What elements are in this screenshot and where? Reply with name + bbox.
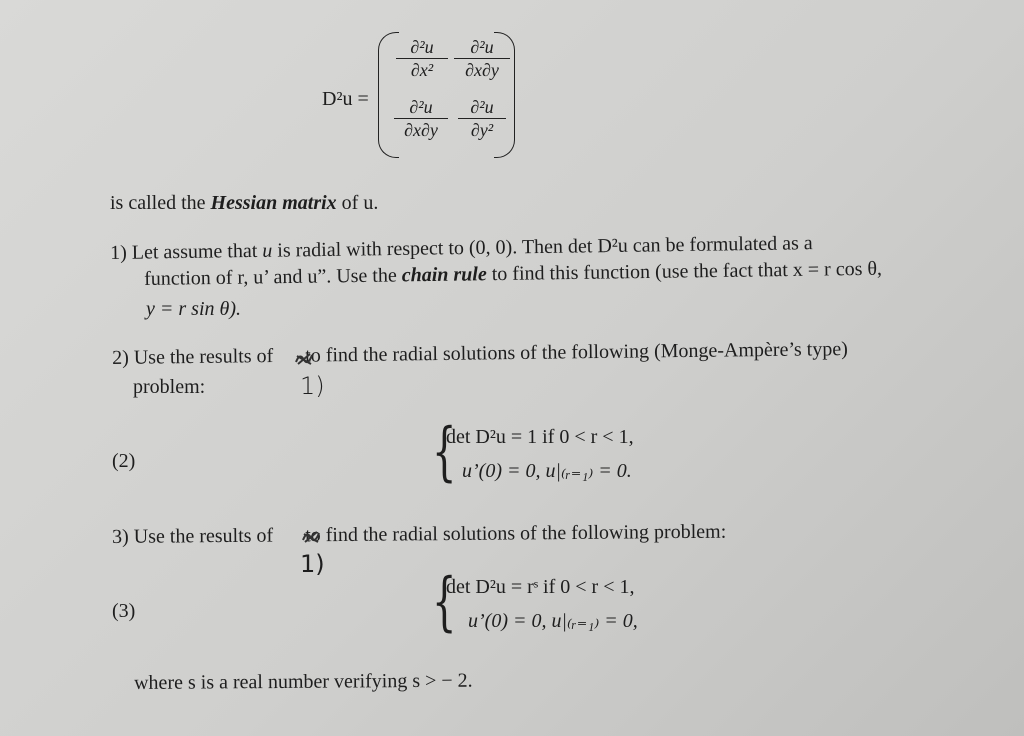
q3-eq-line1: det D²u = rˢ if 0 < r < 1, — [446, 576, 635, 598]
matrix-entry-yy — [458, 96, 506, 141]
q3-line1-a: 3) Use the results of — [112, 524, 279, 548]
intro-sentence — [110, 192, 378, 215]
intro-pre: is called the — [110, 192, 211, 214]
q2-eq-label: (2) — [112, 450, 136, 472]
q2-line1-a: 2) Use the results of — [112, 344, 279, 369]
q2-line1 — [112, 338, 848, 370]
q1-line2-chain: chain rule — [401, 263, 487, 287]
q3-where-clause: where s is a real number verifying s > − 2. — [134, 669, 473, 694]
q3-line1-b: to find the radial solutions of the following problem: — [300, 520, 727, 547]
hessian-label: D²u = — [322, 88, 369, 110]
q1-line1-a: 1) Let assume that — [110, 239, 263, 264]
entry-numerator: ∂²u — [396, 36, 448, 59]
q2-line1-b: to find the radial solutions of the following (Monge-Ampère’s type) — [300, 338, 848, 367]
q2-brace: { — [432, 415, 457, 489]
q1-line1-b: is radial with respect to (0, 0). Then det D²u can be formulated as a — [272, 232, 813, 262]
q1-line3: y = r sin θ). — [146, 298, 241, 320]
entry-denominator: ∂x∂y — [404, 120, 438, 140]
matrix-entry-yx — [394, 96, 448, 141]
q3-eq-line2: u’(0) = 0, u|₍ᵣ₌₁₎ = 0, — [468, 610, 638, 632]
intro-post: of u. — [336, 192, 379, 214]
matrix-entry-xy — [454, 36, 510, 81]
q2-line2: problem: — [133, 376, 206, 398]
intro-term: Hessian matrix — [210, 192, 337, 214]
entry-numerator: ∂²u — [394, 96, 448, 119]
q3-eq-label: (3) — [112, 600, 136, 622]
matrix-entry-xx — [396, 36, 448, 81]
q3-brace: { — [432, 565, 457, 639]
q2-handwritten-ref: 1) — [300, 372, 325, 400]
q2-eq-line2: u’(0) = 0, u|₍ᵣ₌₁₎ = 0. — [462, 460, 632, 482]
entry-denominator: ∂y² — [470, 120, 494, 140]
entry-denominator: ∂x∂y — [465, 60, 499, 80]
q1-line1-u: u — [262, 239, 273, 262]
scribble-mark — [301, 530, 321, 544]
q2-eq-line1: det D²u = 1 if 0 < r < 1, — [446, 426, 634, 448]
q1-line2-a: function of r, u’ and u”. Use the — [144, 264, 402, 290]
q3-line1 — [112, 521, 726, 549]
scribble-mark — [294, 352, 314, 366]
entry-numerator: ∂²u — [458, 96, 506, 119]
q1-line2-b: to find this function (use the fact that x = r cos θ, — [486, 257, 883, 286]
q3-handwritten-ref: 1) — [300, 550, 325, 578]
entry-denominator: ∂x² — [410, 60, 434, 80]
entry-numerator: ∂²u — [454, 36, 510, 59]
